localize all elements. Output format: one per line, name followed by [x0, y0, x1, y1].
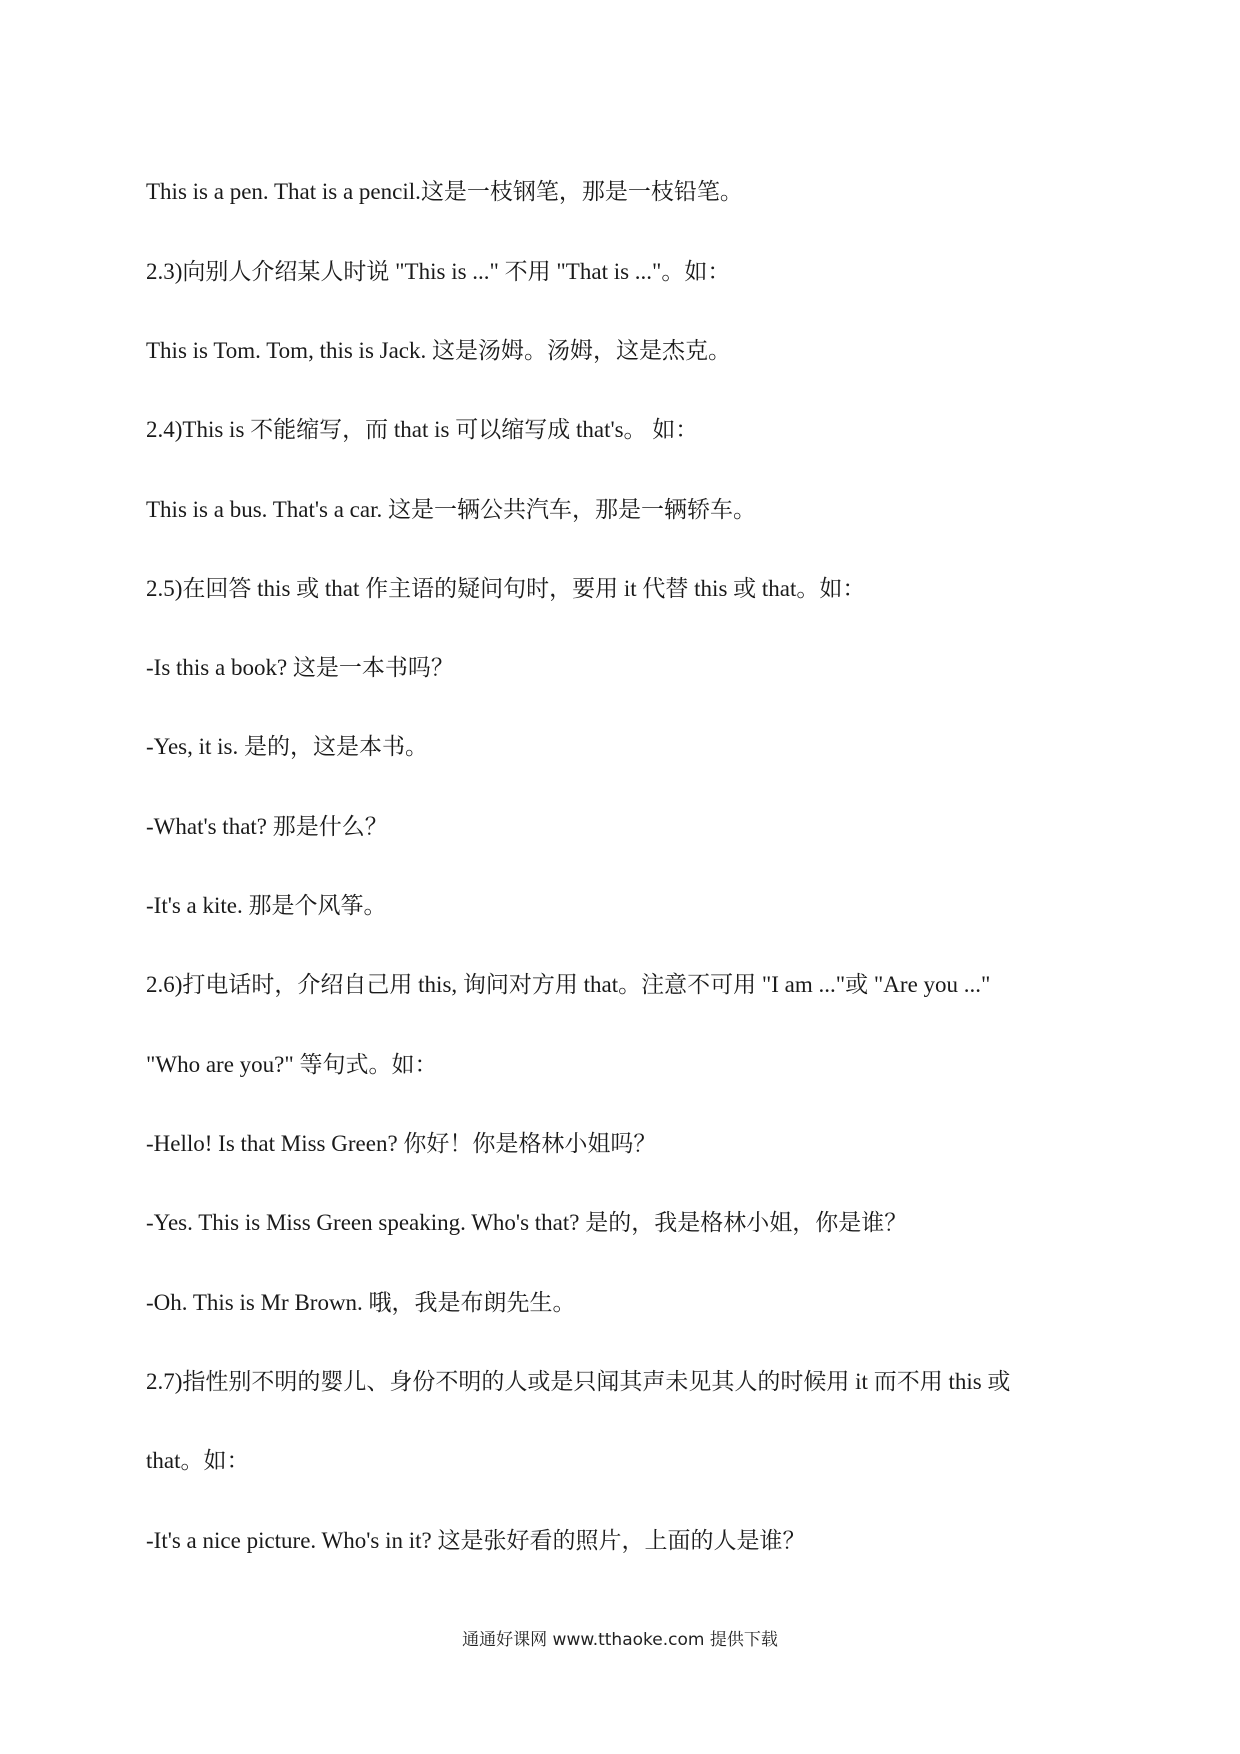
- text-line: "Who are you?" 等句式。如：: [146, 1052, 438, 1077]
- text-line: -It's a kite. 那是个风筝。: [146, 893, 387, 918]
- text-line: -Oh. This is Mr Brown. 哦，我是布朗先生。: [146, 1290, 576, 1315]
- text-line: -It's a nice picture. Who's in it? 这是张好看的照片，上面的人是谁？: [146, 1528, 806, 1553]
- text-line: This is Tom. Tom, this is Jack. 这是汤姆。汤姆，这是杰克。: [146, 338, 732, 363]
- page-footer: 通通好课网 www.tthaoke.com 提供下载: [462, 1630, 778, 1650]
- text-line: This is a pen. That is a pencil.这是一枝钢笔，那是一枝铅笔。: [146, 179, 743, 204]
- text-line: that。如：: [146, 1448, 250, 1473]
- text-line: 2.6)打电话时，介绍自己用 this, 询问对方用 that。注意不可用 "I am ..."或 "Are you ...": [146, 972, 991, 997]
- text-line: 2.7)指性别不明的婴儿、身份不明的人或是只闻其声未见其人的时候用 it 而不用 this 或: [146, 1369, 1011, 1394]
- text-line: -What's that? 那是什么？: [146, 814, 388, 839]
- text-line: -Yes, it is. 是的，这是本书。: [146, 734, 428, 759]
- text-line: 2.3)向别人介绍某人时说 "This is ..." 不用 "That is ..."。如：: [146, 259, 731, 284]
- text-line: -Is this a book? 这是一本书吗？: [146, 655, 454, 680]
- text-line: -Hello! Is that Miss Green? 你好！你是格林小姐吗？: [146, 1131, 657, 1156]
- text-line: -Yes. This is Miss Green speaking. Who's that? 是的，我是格林小姐，你是谁？: [146, 1210, 908, 1235]
- text-line: 2.4)This is 不能缩写，而 that is 可以缩写成 that's。 如：: [146, 417, 699, 442]
- text-line: 2.5)在回答 this 或 that 作主语的疑问句时，要用 it 代替 this 或 that。如：: [146, 576, 866, 601]
- text-line: This is a bus. That's a car. 这是一辆公共汽车，那是一辆轿车。: [146, 497, 756, 522]
